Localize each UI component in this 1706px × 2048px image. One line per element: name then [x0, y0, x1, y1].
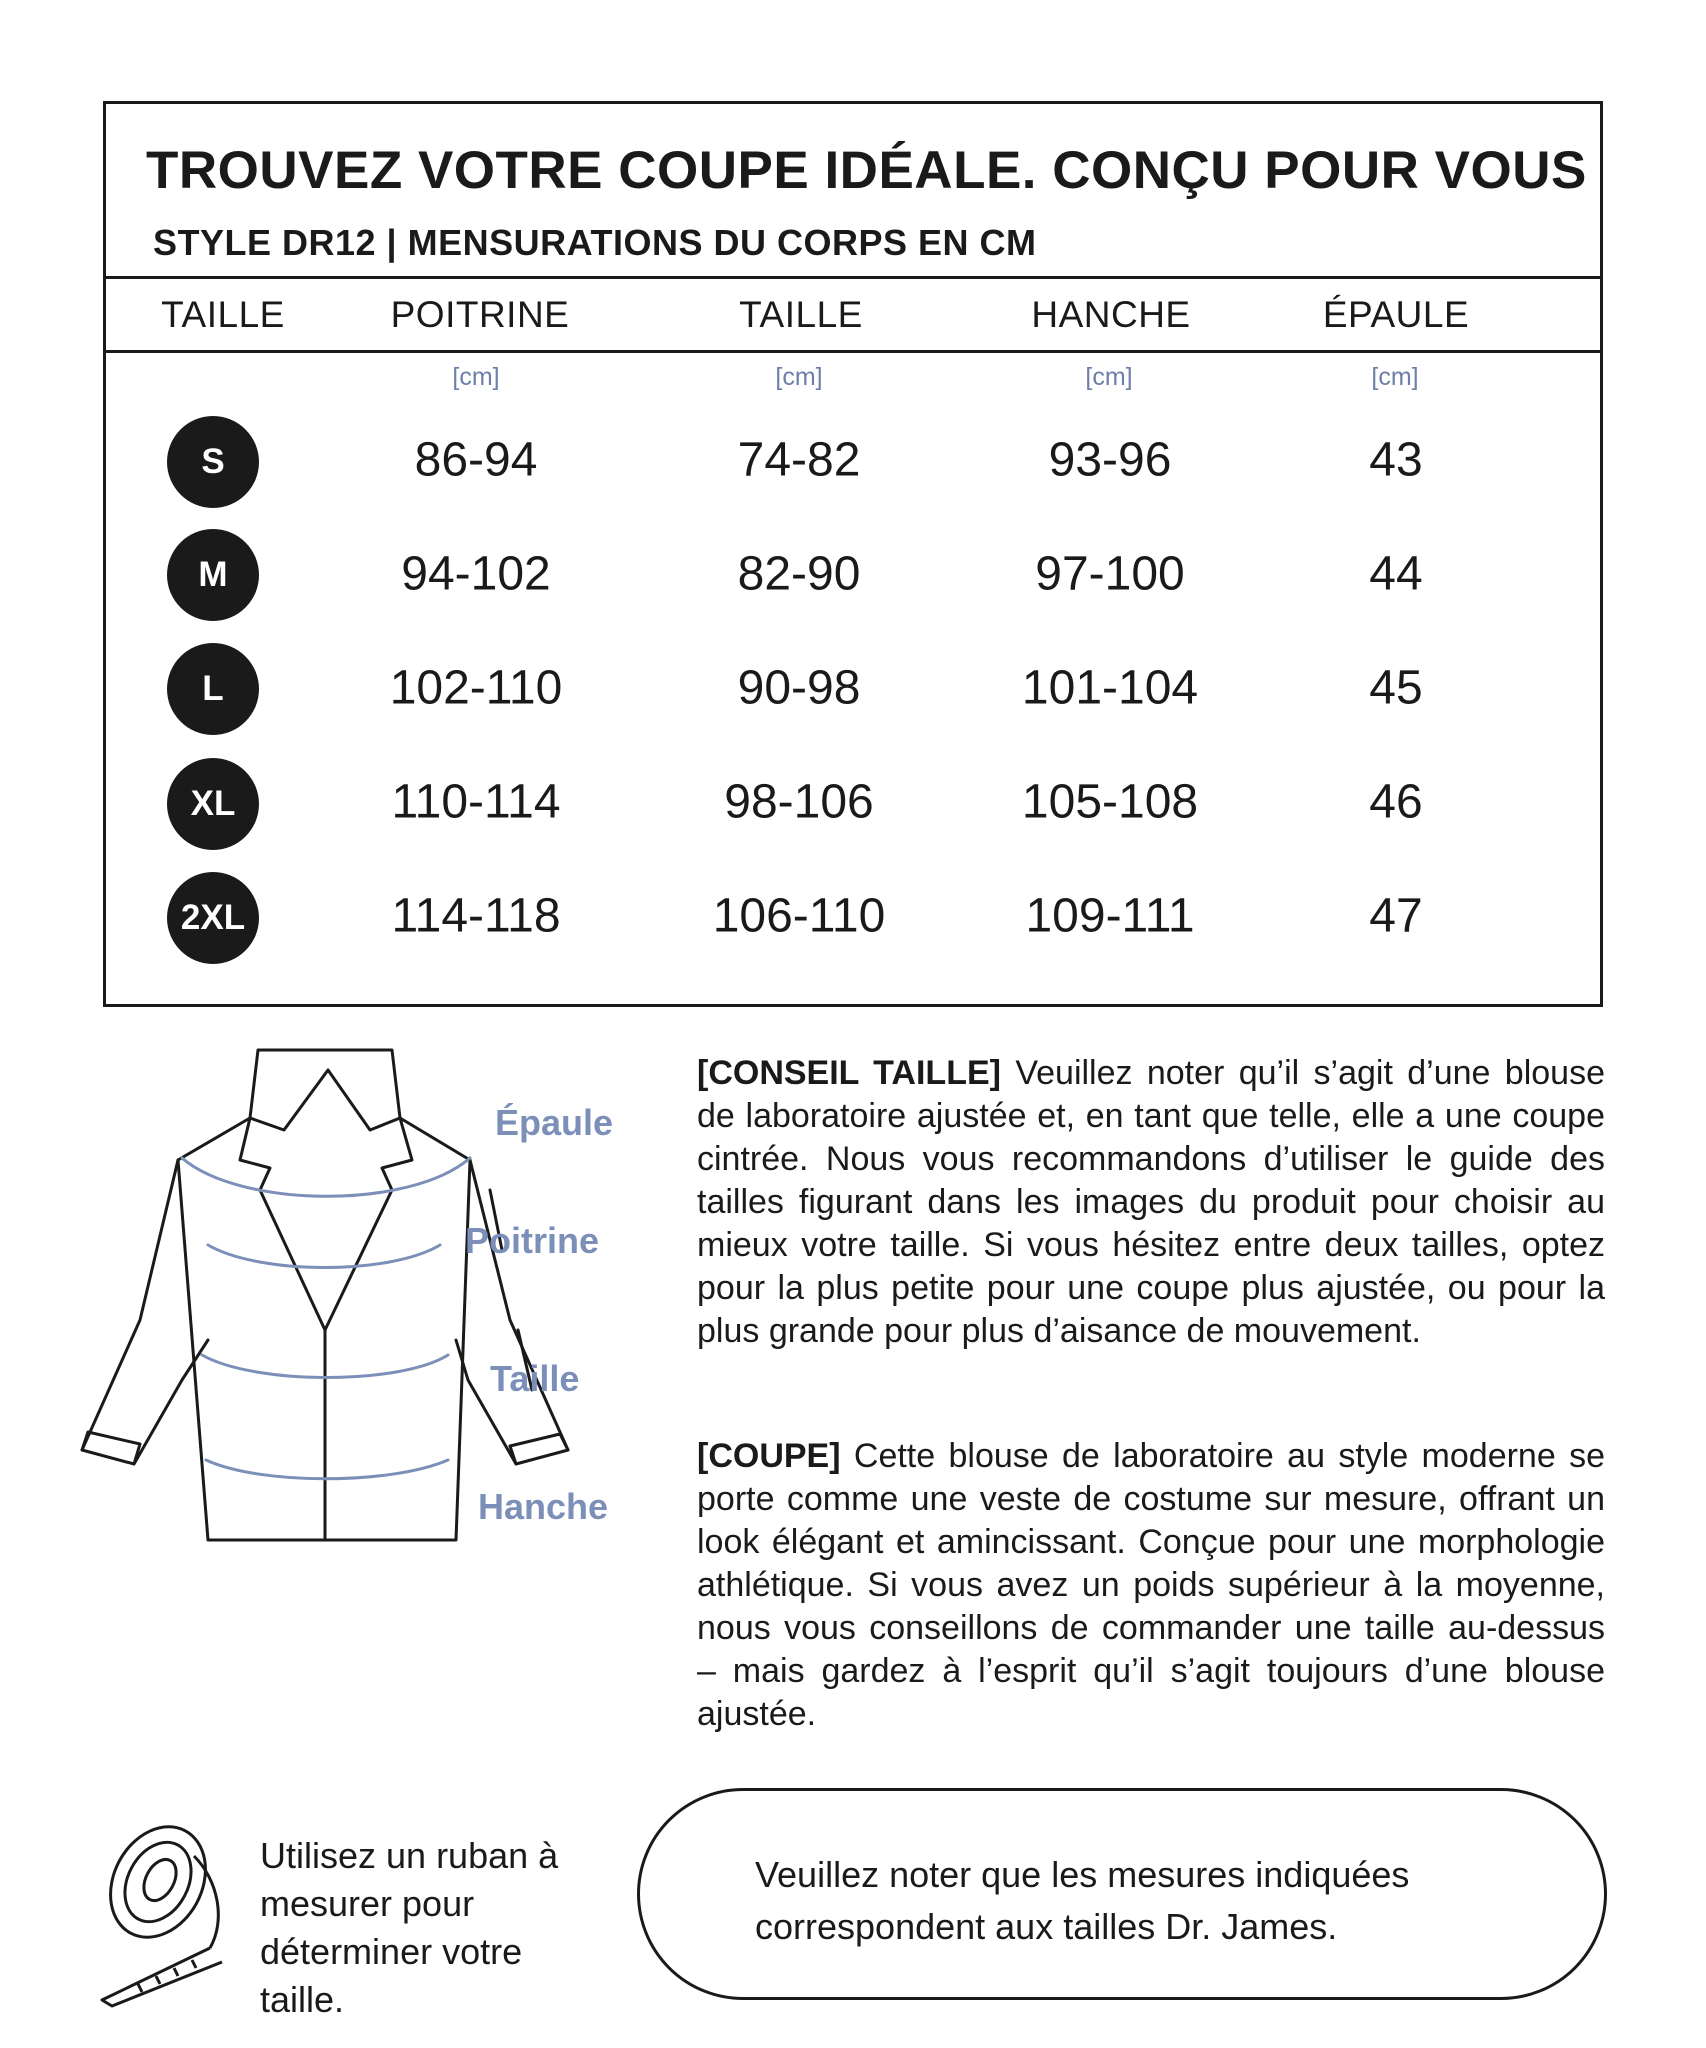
- size-advice-paragraph: [697, 1052, 1605, 1353]
- cell-epaule: 44: [1369, 547, 1423, 601]
- size-badge-m: M: [167, 529, 259, 621]
- cell-taille: 98-106: [724, 775, 874, 829]
- cell-hanche: 101-104: [1021, 661, 1199, 715]
- hanche-label: Hanche: [478, 1486, 609, 1527]
- unit-label-epaule: [cm]: [1371, 363, 1419, 391]
- cell-epaule: 46: [1369, 775, 1423, 829]
- measuring-tape-hint: Utilisez un ruban à mesurer pour déterminer votre taille.: [260, 1835, 559, 2020]
- sizing-note-box: [637, 1788, 1607, 2000]
- epaule-label: Épaule: [495, 1102, 614, 1143]
- taille-label: Taille: [490, 1358, 580, 1399]
- cell-poitrine: 110-114: [391, 775, 561, 829]
- column-header-poitrine: POITRINE: [390, 294, 570, 335]
- size-chart-table: [103, 101, 1603, 1007]
- cell-epaule: 45: [1369, 661, 1423, 715]
- column-header-taille: TAILLE: [739, 294, 863, 335]
- size-badge-s: S: [167, 416, 259, 508]
- header-divider-bottom: [106, 350, 1600, 353]
- cell-poitrine: 94-102: [401, 547, 551, 601]
- cell-taille: 82-90: [737, 547, 861, 601]
- cell-hanche: 109-111: [1025, 889, 1195, 943]
- cell-poitrine: 102-110: [389, 661, 563, 715]
- page-title: TROUVEZ VOTRE COUPE IDÉALE. CONÇU POUR VOUS: [146, 141, 1587, 200]
- unit-label-taille: [cm]: [775, 363, 823, 391]
- cell-poitrine: 86-94: [414, 433, 538, 487]
- column-header-epaule: ÉPAULE: [1322, 294, 1470, 335]
- fit-text: Cette blouse de laboratoire au style moderne se porte comme une veste de costume sur mesure, offrant un look élégant et amincissant. Conçue pour une morphologie athlétique. Si vous avez un poids supérieur à la moyenne, nous vous conseillons de commander une taille au-dessus – mais gardez à l’esprit qu’il s’agit toujours d’une blouse ajustée.: [697, 1437, 1605, 1733]
- size-badge-2xl: 2XL: [167, 872, 259, 964]
- page-subtitle: STYLE DR12 | MENSURATIONS DU CORPS EN CM: [153, 222, 1037, 263]
- column-header-size: TAILLE: [161, 294, 285, 335]
- column-header-hanche: HANCHE: [1031, 294, 1191, 335]
- cell-taille: 74-82: [737, 433, 861, 487]
- size-advice-heading: [CONSEIL TAILLE]: [697, 1054, 1001, 1092]
- header-divider-top: [106, 276, 1600, 279]
- cell-hanche: 97-100: [1035, 547, 1185, 601]
- cell-taille: 106-110: [712, 889, 886, 943]
- size-advice-text: Veuillez noter qu’il s’agit d’une blouse de laboratoire ajustée et, en tant que telle, elle a une coupe cintrée. Nous vous recommandons d’utiliser le guide des tailles figurant dans les images du produit pour choisir au mieux votre taille. Si vous hésitez entre deux tailles, optez pour la plus petite pour une coupe plus ajustée, ou pour la plus grande pour plus d’aisance de mouvement.: [697, 1054, 1605, 1350]
- unit-label-poitrine: [cm]: [452, 363, 500, 391]
- unit-label-hanche: [cm]: [1085, 363, 1133, 391]
- cell-hanche: 93-96: [1048, 433, 1172, 487]
- cell-poitrine: 114-118: [391, 889, 561, 943]
- sizing-note-text: Veuillez noter que les mesures indiquées correspondent aux tailles Dr. James.: [755, 1854, 1410, 1947]
- size-badge-l: L: [167, 643, 259, 735]
- cell-epaule: 43: [1369, 433, 1423, 487]
- measuring-tape-icon: [98, 1820, 248, 2010]
- cell-taille: 90-98: [737, 661, 861, 715]
- size-badge-xl: XL: [167, 758, 259, 850]
- cell-epaule: 47: [1369, 889, 1423, 943]
- fit-paragraph: [697, 1435, 1605, 1736]
- cell-hanche: 105-108: [1021, 775, 1199, 829]
- poitrine-label: Poitrine: [465, 1220, 600, 1261]
- fit-heading: [COUPE]: [697, 1437, 841, 1475]
